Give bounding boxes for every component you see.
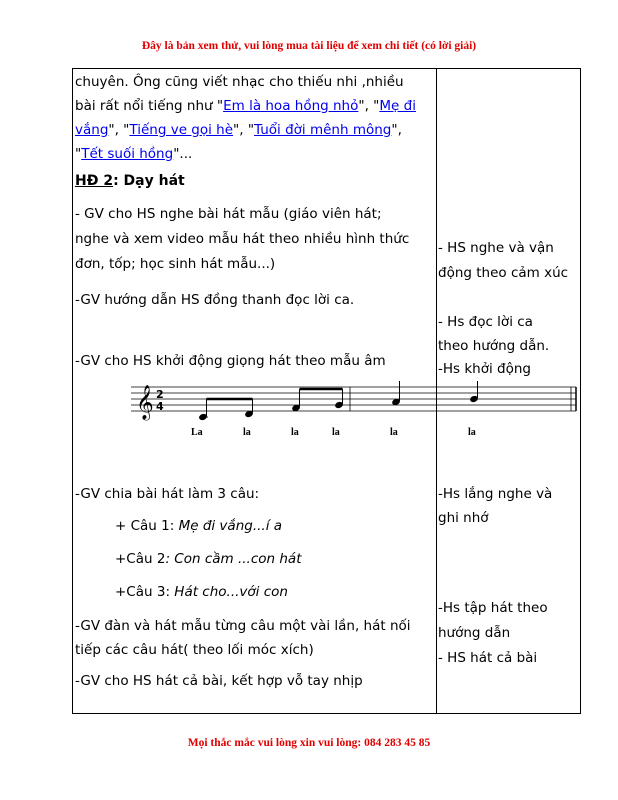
p3: -GV cho HS khởi động giọng hát theo mẫu âm (75, 353, 386, 369)
r1-line-2: động theo cảm xúc (438, 265, 569, 281)
song-link-tuoi-doi-menh-mong[interactable]: Tuổi đời mênh mông (254, 122, 392, 138)
r1-line-1: - HS nghe và vận (438, 240, 554, 256)
sentence-2-text: : Con cầm ...con hát (165, 551, 302, 567)
sentence-2 (115, 550, 302, 568)
sentence-3-text: Hát cho...với con (174, 584, 288, 600)
syllable-5: la (390, 427, 398, 438)
r6: - HS hát cả bài (438, 650, 538, 666)
r2-line-2: theo hướng dẫn. (438, 338, 550, 354)
p5-line-1: -GV đàn và hát mẫu từng câu một vài lần, hát nối (75, 618, 411, 634)
time-signature-bottom: 4 (156, 400, 164, 413)
song-link-tet-suoi-hong[interactable]: Tết suối hồng (81, 146, 174, 162)
separator: ", " (358, 98, 380, 114)
preview-banner: Đây là bản xem thử, vui lòng mua tài liệu để xem chi tiết (có lời giải) (141, 40, 477, 52)
note-5 (391, 381, 401, 406)
song-link-me-di-vang[interactable]: Mẹ đi (379, 98, 416, 114)
r5-line-1: -Hs tập hát theo (438, 600, 548, 616)
contact-banner: Mọi thắc mắc vui lòng xin vui lòng: 084 283 45 85 (187, 737, 431, 749)
note-6 (469, 381, 479, 403)
syllable-6: la (468, 427, 476, 438)
p1-line-3: đơn, tốp; học sinh hát mẫu...) (75, 256, 276, 272)
separator: ", " (233, 122, 255, 138)
note-1 (198, 399, 208, 421)
syllable-1: La (191, 427, 203, 438)
intro-text: bài rất nổi tiếng như " (75, 98, 224, 114)
sentence-3-label: +Câu 3: (115, 584, 175, 600)
p4: -GV chia bài hát làm 3 câu: (75, 486, 260, 502)
staff-lines (131, 387, 576, 411)
r2-line-1: - Hs đọc lời ca (438, 314, 533, 330)
intro-line-4 (75, 145, 192, 163)
treble-clef-icon: 𝄞 (136, 385, 154, 420)
p2: -GV hướng dẫn HS đồng thanh đọc lời ca. (75, 292, 355, 308)
intro-line-2 (75, 97, 416, 115)
note-3 (291, 389, 301, 412)
intro-line-1: chuyên. Ông cũng viết nhạc cho thiếu nhi ,nhiều (75, 74, 404, 90)
syllable-3: la (291, 427, 299, 438)
music-staff (131, 381, 581, 443)
separator: ", " (108, 122, 130, 138)
song-link-me-di-vang-cont[interactable]: vắng (75, 122, 109, 138)
r4-line-1: -Hs lắng nghe và (438, 486, 553, 502)
p1-line-1: - GV cho HS nghe bài hát mẫu (giáo viên hát; (75, 206, 382, 222)
r3: -Hs khởi động (438, 361, 531, 377)
syllable-2: la (243, 427, 251, 438)
sentence-1-label: + Câu 1: (115, 518, 179, 534)
lesson-table (72, 68, 581, 714)
song-link-tieng-ve-goi-he[interactable]: Tiếng ve gọi hè (129, 122, 234, 138)
syllable-4: la (332, 427, 340, 438)
p6: -GV cho HS hát cả bài, kết hợp vỗ tay nhịp (75, 673, 363, 689)
time-signature-top: 2 (156, 388, 164, 401)
activity-label: HĐ 2 (75, 173, 114, 189)
separator: ", (391, 122, 402, 138)
r5-line-2: hướng dẫn (438, 625, 511, 641)
sentence-1 (115, 517, 282, 535)
song-link-em-la-hoa-hong-nho[interactable]: Em là hoa hồng nhỏ (223, 98, 359, 114)
intro-line-3 (75, 121, 402, 139)
r4-line-2: ghi nhớ (438, 510, 489, 526)
sentence-3 (115, 583, 288, 601)
activity-title: : Dạy hát (113, 173, 185, 189)
ellipsis: "... (173, 146, 193, 162)
p5-line-2: tiếp các câu hát( theo lối móc xích) (75, 642, 314, 658)
sentence-1-text: Mẹ đi vắng...í a (178, 518, 283, 534)
sentence-2-label: +Câu 2 (115, 551, 166, 567)
quote: " (75, 146, 82, 162)
activity-heading (75, 172, 185, 190)
note-2 (244, 399, 254, 418)
p1-line-2: nghe và xem video mẫu hát theo nhiều hình thức (75, 231, 410, 247)
